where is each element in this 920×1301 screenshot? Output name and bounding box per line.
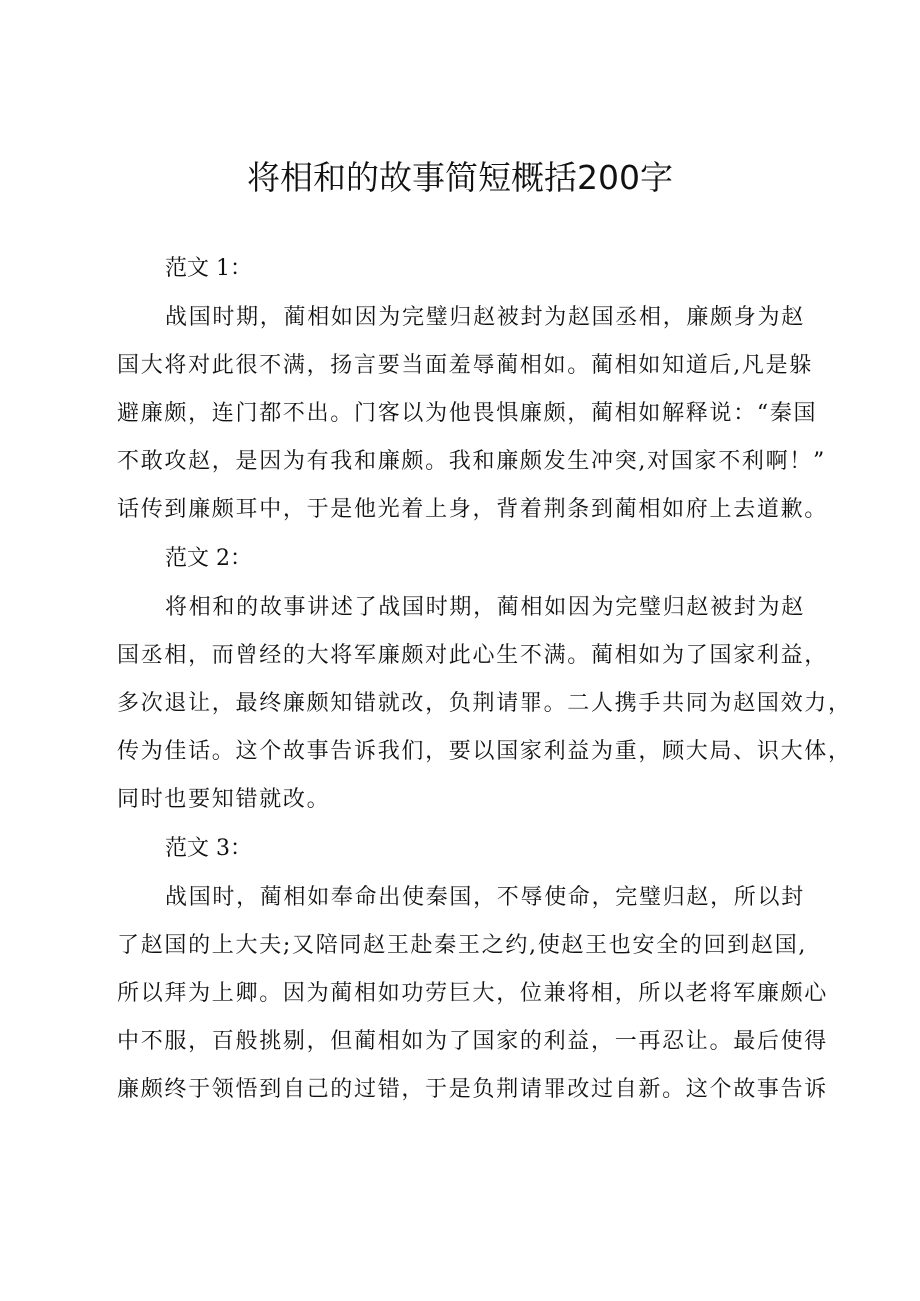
paragraph-line: 所以拜为上卿。因为蔺相如功劳巨大，位兼将相，所以老将军廉颇心 [117, 981, 829, 1006]
document-title: 将相和的故事简短概括200字 [247, 158, 673, 197]
paragraph-line: 了赵国的上大夫;又陪同赵王赴秦王之约,使赵王也安全的回到赵国, [117, 933, 808, 958]
sample-section-3 [117, 824, 829, 1114]
sample-section-1 [117, 244, 829, 534]
section-label: 范文 1： [165, 256, 252, 281]
paragraph-line: 国大将对此很不满，扬言要当面羞辱蔺相如。蔺相如知道后,凡是躲 [117, 353, 813, 378]
document-body [117, 244, 852, 1114]
paragraph-line: 廉颇终于领悟到自己的过错，于是负荆请罪改过自新。这个故事告诉 [117, 1077, 829, 1102]
paragraph-line: 战国时，蔺相如奉命出使秦国，不辱使命，完璧归赵，所以封 [165, 885, 805, 910]
paragraph-line: 中不服，百般挑剔，但蔺相如为了国家的利益，一再忍让。最后使得 [117, 1029, 829, 1054]
paragraph-line: 避廉颇，连门都不出。门客以为他畏惧廉颇，蔺相如解释说：“秦国 [117, 401, 818, 426]
paragraph-line: 将相和的故事讲述了战国时期，蔺相如因为完璧归赵被封为赵 [165, 595, 805, 620]
paragraph-line: 不敢攻赵，是因为有我和廉颇。我和廉颇发生冲突,对国家不利啊！” [117, 449, 826, 474]
paragraph-line: 同时也要知错就改。 [117, 787, 331, 812]
paragraph-line: 话传到廉颇耳中，于是他光着上身，背着荆条到蔺相如府上去道歉。 [117, 497, 829, 522]
sample-section-2 [117, 534, 852, 824]
section-label: 范文 2： [165, 546, 252, 571]
paragraph-line: 传为佳话。这个故事告诉我们，要以国家利益为重，顾大局、识大体， [117, 739, 852, 764]
paragraph-line: 战国时期，蔺相如因为完璧归赵被封为赵国丞相，廉颇身为赵 [165, 305, 805, 330]
paragraph-line: 多次退让，最终廉颇知错就改，负荆请罪。二人携手共同为赵国效力， [117, 691, 852, 716]
paragraph-line: 国丞相，而曾经的大将军廉颇对此心生不满。蔺相如为了国家利益， [117, 643, 829, 668]
section-label: 范文 3： [165, 836, 252, 861]
